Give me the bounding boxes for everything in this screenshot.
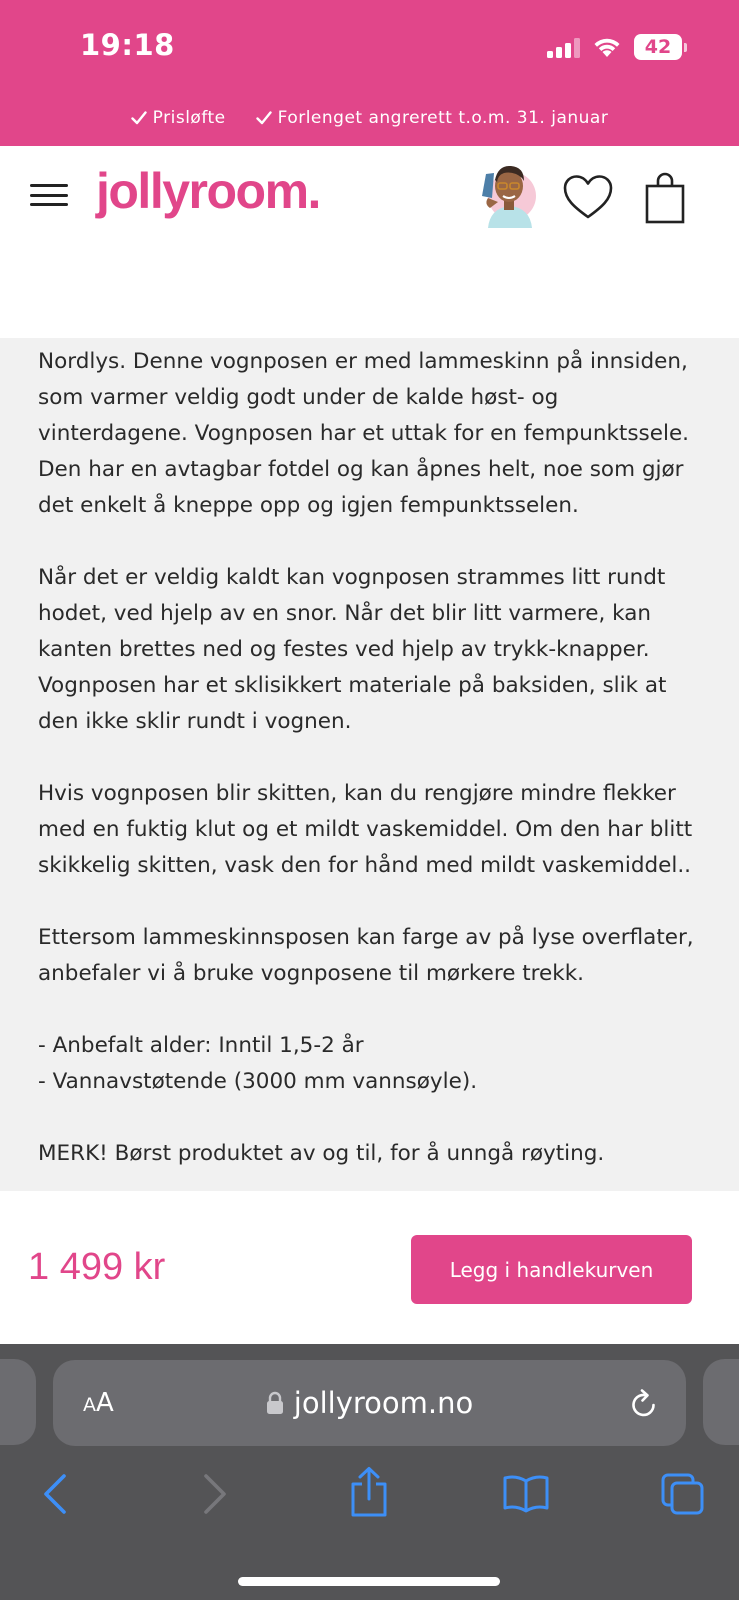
- product-price: 1 499 kr: [28, 1246, 166, 1288]
- usp-text: Prisløfte: [152, 108, 226, 128]
- battery-icon: [634, 34, 687, 60]
- forward-icon[interactable]: [200, 1472, 230, 1516]
- check-icon: [131, 111, 147, 125]
- logo[interactable]: jollyroom.: [96, 163, 320, 219]
- reader-settings-button[interactable]: AA: [83, 1388, 114, 1418]
- bookmarks-icon[interactable]: [502, 1474, 550, 1514]
- previous-tab-peek[interactable]: [0, 1359, 36, 1445]
- back-icon[interactable]: [40, 1472, 70, 1516]
- feature-item: - Vannavstøtende (3000 mm vannsøyle).: [38, 1069, 478, 1094]
- description-paragraph: Ettersom lammeskinnsposen kan farge av på lyse overflater, anbefaler vi å bruke vognposene til mørkere trekk.: [38, 925, 694, 986]
- add-to-cart-button[interactable]: Legg i handlekurven: [411, 1235, 692, 1304]
- avatar[interactable]: [474, 156, 540, 228]
- usp-item: [256, 108, 609, 128]
- heart-icon[interactable]: [562, 174, 614, 220]
- description-note: MERK! Børst produktet av og til, for å unngå røyting.: [38, 1141, 605, 1166]
- feature-item: - Anbefalt alder: Inntil 1,5-2 år: [38, 1033, 364, 1058]
- usp-bar: [0, 108, 739, 128]
- usp-text: Forlenget angrerett t.o.m. 31. januar: [277, 108, 609, 128]
- usp-item: [131, 108, 226, 128]
- wifi-icon: [592, 36, 622, 58]
- status-time: 19:18: [80, 28, 175, 62]
- description-paragraph: Nordlys. Denne vognposen er med lammeskinn på innsiden, som varmer veldig godt under de kalde høst- og vinterdagene. Vognposen har et uttak for en fempunktssele. Den har en avtagbar fotdel og kan åpnes helt, noe som gjør det enkelt å kneppe opp og igjen fempunktsselen.: [38, 349, 690, 518]
- check-icon: [256, 111, 272, 125]
- address-bar[interactable]: [53, 1360, 686, 1446]
- signal-icon: [547, 36, 580, 58]
- hamburger-icon[interactable]: [30, 184, 68, 206]
- share-icon[interactable]: [349, 1466, 389, 1518]
- url-text: jollyroom.no: [293, 1386, 474, 1420]
- top-banner: [0, 0, 739, 146]
- url-display[interactable]: [53, 1360, 686, 1446]
- feature-list: [38, 1028, 703, 1100]
- product-description: [0, 338, 739, 1191]
- status-icons: [547, 34, 687, 60]
- tabs-icon[interactable]: [660, 1472, 706, 1516]
- description-paragraph: Når det er veldig kaldt kan vognposen strammes litt rundt hodet, ved hjelp av en snor. Når det blir litt varmere, kan kanten brettes ned og festes ved hjelp av trykk-knapper. Vognposen har et sklisikkert materiale på baksiden, slik at den ikke sklir rundt i vognen.: [38, 565, 667, 734]
- description-paragraph: Hvis vognposen blir skitten, kan du rengjøre mindre flekker med en fuktig klut og et mildt vaskemiddel. Om den har blitt skikkelig skitten, vask den for hånd med mildt vaskemiddel..: [38, 781, 693, 878]
- bag-icon[interactable]: [644, 172, 686, 224]
- reload-icon[interactable]: [629, 1388, 659, 1420]
- battery-level: 42: [634, 34, 682, 60]
- home-indicator: [238, 1577, 500, 1586]
- next-tab-peek[interactable]: [703, 1359, 739, 1445]
- lock-icon: [266, 1391, 284, 1415]
